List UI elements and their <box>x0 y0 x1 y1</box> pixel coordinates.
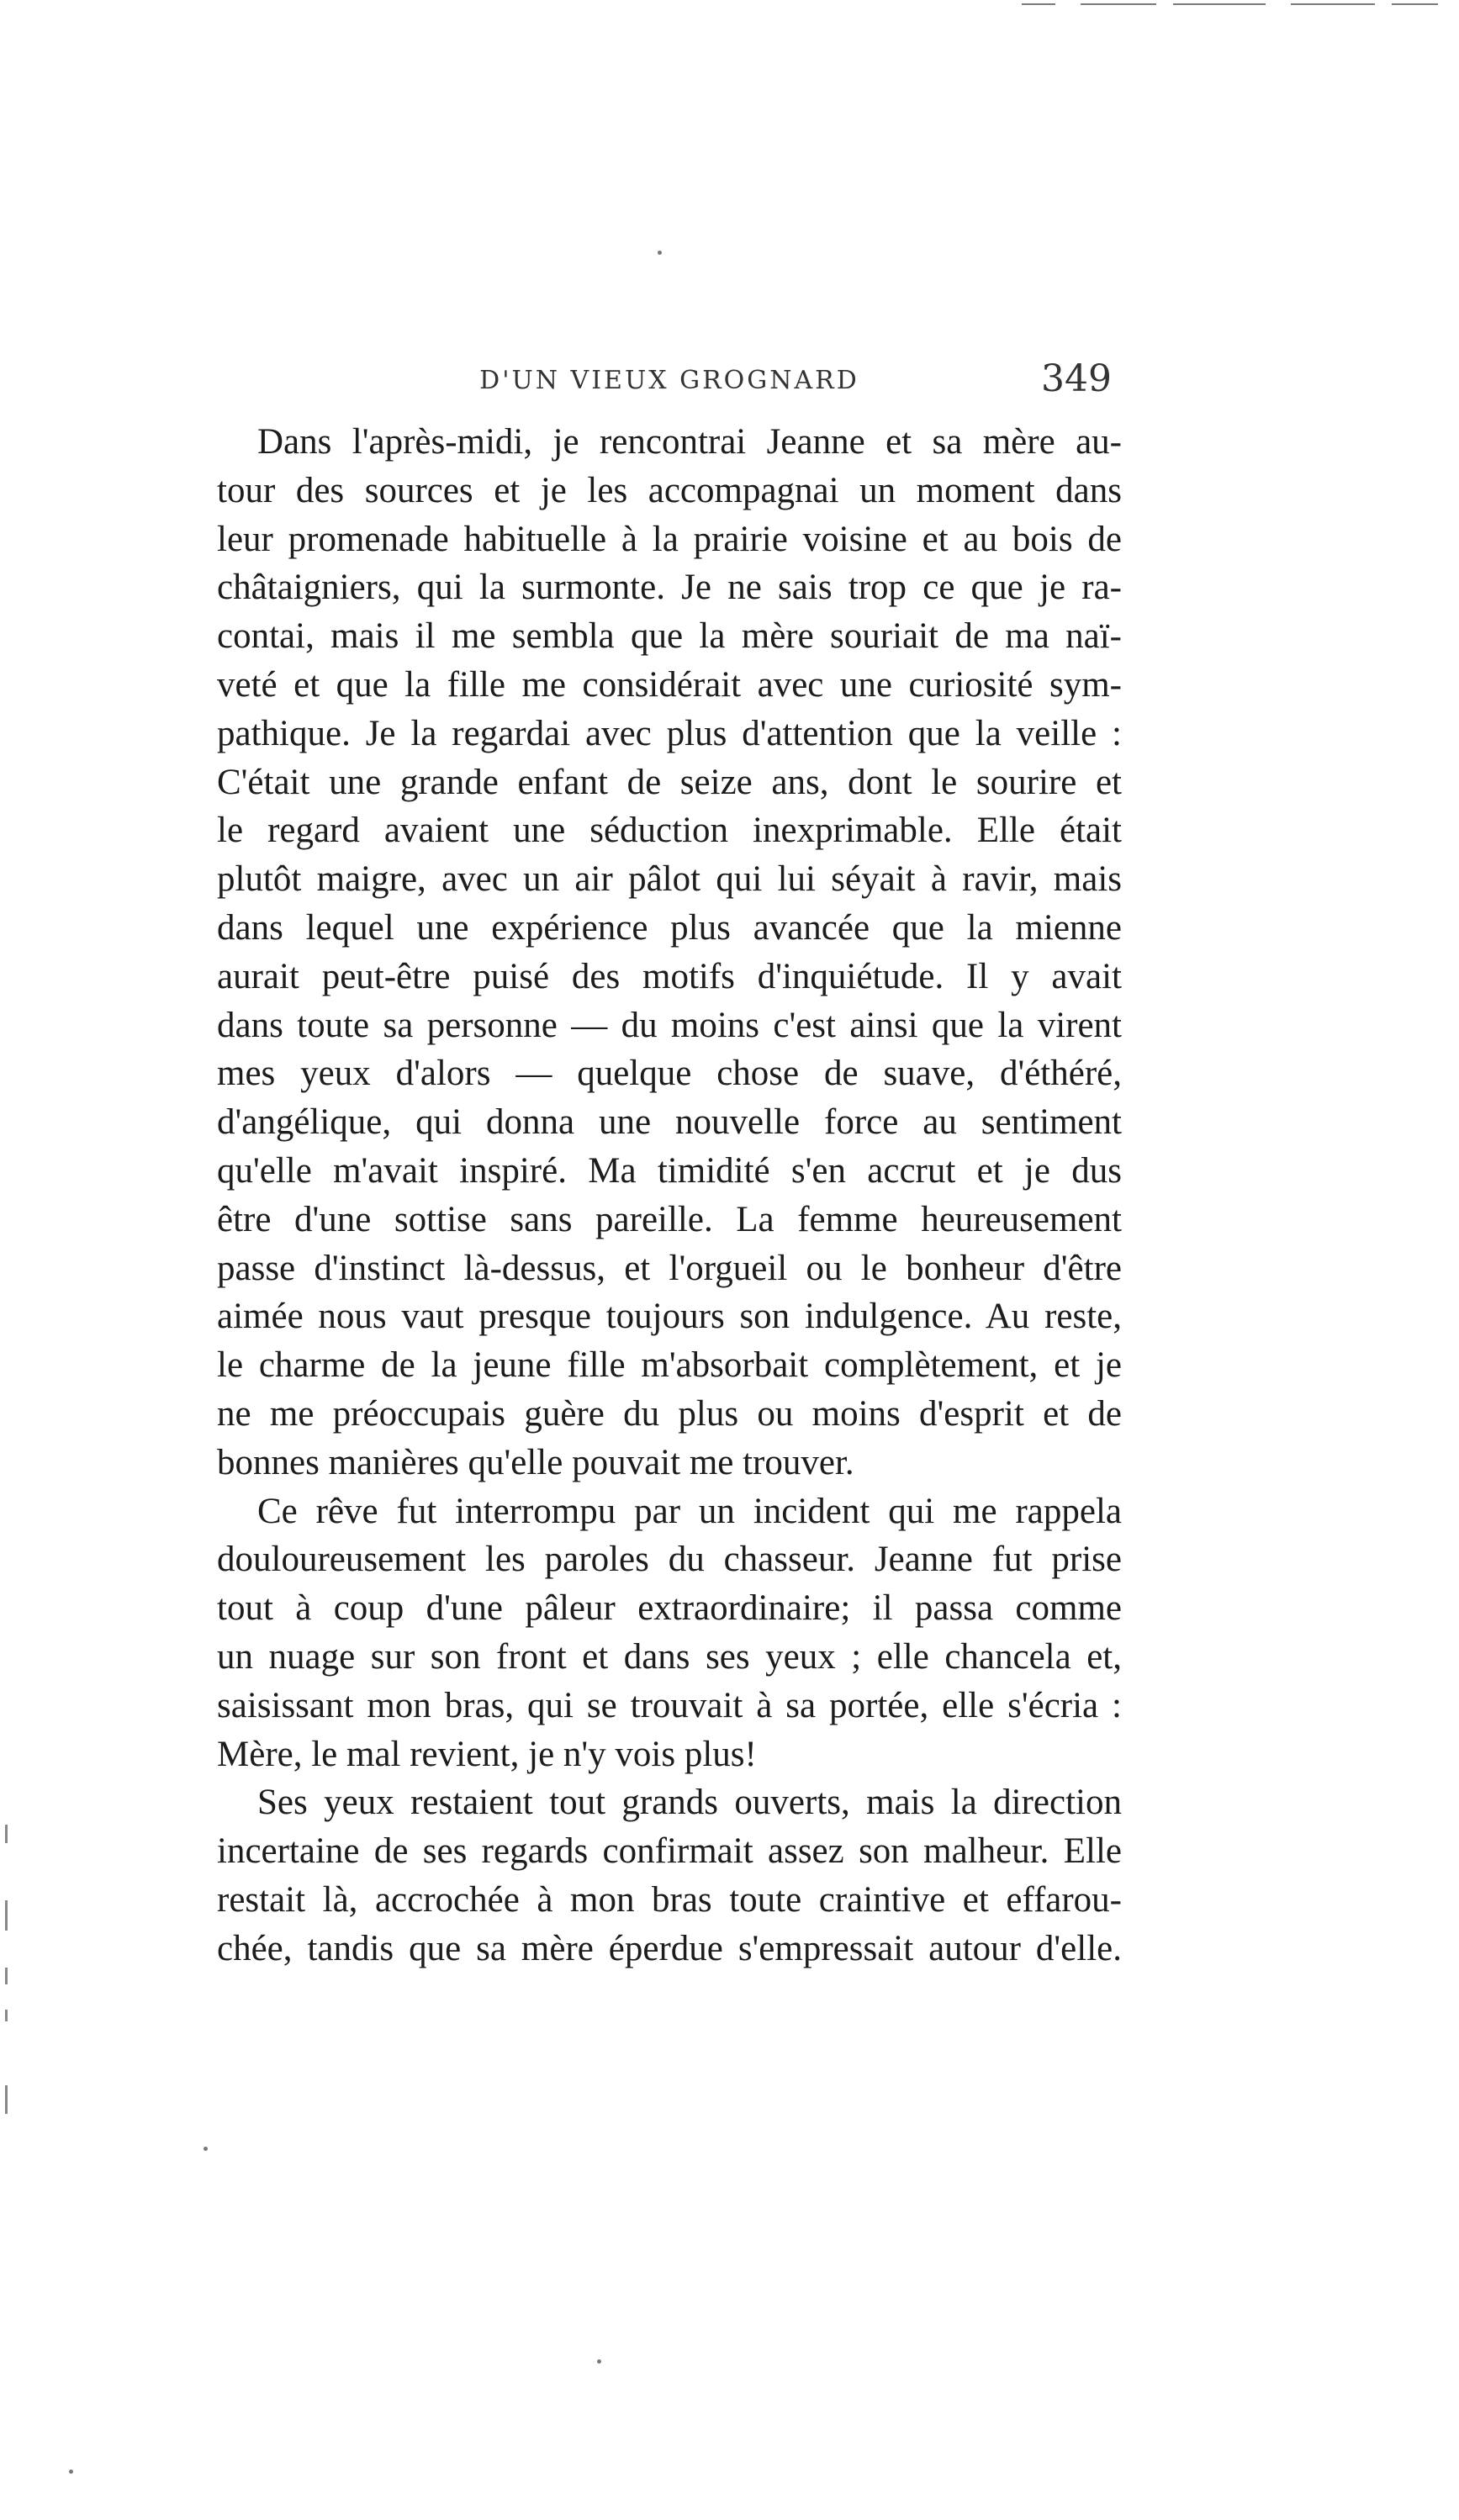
text-line: aimée nous vaut presque toujours son indulgence. Au reste, <box>217 1297 1122 1337</box>
text-line: saisissant mon bras, qui se trouvait à sa portée, elle s'écria : <box>217 1685 1122 1725</box>
text-line: bonnes manières qu'elle pouvait me trouver. <box>217 1442 854 1482</box>
text-line: être d'une sottise sans pareille. La femme heureusement <box>217 1199 1122 1239</box>
paragraph <box>217 418 1122 1487</box>
page-number: 349 <box>1041 357 1112 400</box>
text-line: Dans l'après-midi, je rencontrai Jeanne et sa mère au- <box>257 422 1122 462</box>
text-line: pathique. Je la regardai avec plus d'attention que la veille : <box>217 713 1122 753</box>
text-line: tout à coup d'une pâleur extraordinaire; il passa comme <box>217 1588 1122 1629</box>
running-head <box>217 357 1122 408</box>
text-line: aurait peut-être puisé des motifs d'inquiétude. Il y avait <box>217 956 1122 996</box>
paper-speck <box>204 2147 208 2151</box>
text-line: Mère, le mal revient, je n'y vois plus! <box>217 1734 757 1774</box>
text-line: restait là, accrochée à mon bras toute craintive et effarou- <box>217 1879 1122 1920</box>
text-line: plutôt maigre, avec un air pâlot qui lui séyait à ravir, mais <box>217 859 1122 900</box>
paper-speck <box>658 251 662 255</box>
text-line: mes yeux d'alors — quelque chose de suave, d'éthéré, <box>217 1054 1122 1094</box>
text-line: douloureusement les paroles du chasseur. Jeanne fut prise <box>217 1540 1122 1580</box>
running-title: D'UN VIEUX GROGNARD <box>479 366 859 395</box>
paper-speck <box>69 2470 73 2474</box>
paragraph <box>217 1487 1122 1779</box>
text-line: châtaigniers, qui la surmonte. Je ne sais trop ce que je ra- <box>217 568 1122 608</box>
text-line: le regard avaient une séduction inexprimable. Elle était <box>217 811 1122 851</box>
text-line: dans lequel une expérience plus avancée que la mienne <box>217 907 1122 948</box>
book-page <box>217 357 1122 1973</box>
scan-edge-marks <box>1022 0 1442 8</box>
text-line: passe d'instinct là-dessus, et l'orgueil ou le bonheur d'être <box>217 1248 1122 1288</box>
paper-speck <box>597 2359 601 2364</box>
text-line: tour des sources et je les accompagnai un moment dans <box>217 470 1122 510</box>
text-line: leur promenade habituelle à la prairie voisine et au bois de <box>217 519 1122 559</box>
text-line: C'était une grande enfant de seize ans, dont le sourire et <box>217 762 1122 802</box>
text-line: qu'elle m'avait inspiré. Ma timidité s'en accrut et je dus <box>217 1150 1122 1191</box>
text-line: Ses yeux restaient tout grands ouverts, mais la direction <box>257 1783 1122 1823</box>
text-line: dans toute sa personne — du moins c'est ainsi que la virent <box>217 1005 1122 1045</box>
text-line: un nuage sur son front et dans ses yeux ; elle chancela et, <box>217 1636 1122 1677</box>
text-line: d'angélique, qui donna une nouvelle force au sentiment <box>217 1102 1122 1143</box>
paragraph <box>217 1778 1122 1973</box>
text-line: ne me préoccupais guère du plus ou moins d'esprit et de <box>217 1393 1122 1434</box>
text-line: contai, mais il me sembla que la mère souriait de ma naï- <box>217 616 1122 657</box>
text-line: chée, tandis que sa mère éperdue s'empressait autour d'elle. <box>217 1928 1122 1968</box>
text-line: incertaine de ses regards confirmait assez son malheur. Elle <box>217 1831 1122 1872</box>
text-line: le charme de la jeune fille m'absorbait complètement, et je <box>217 1345 1122 1386</box>
text-line: Ce rêve fut interrompu par un incident qui me rappela <box>257 1491 1122 1531</box>
text-line: veté et que la fille me considérait avec une curiosité sym- <box>217 664 1122 705</box>
body-text <box>217 418 1122 1973</box>
